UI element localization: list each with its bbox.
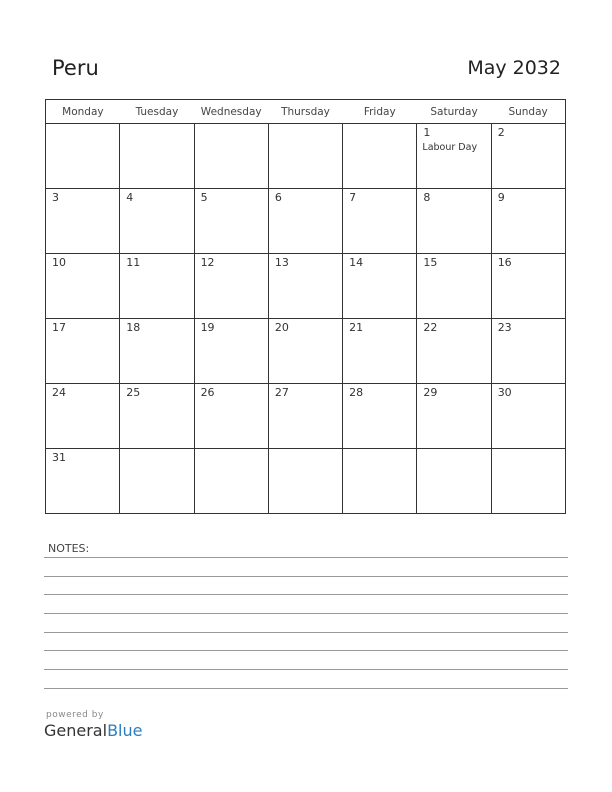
day-number: 27	[274, 386, 289, 399]
weekday-header: Monday	[46, 100, 120, 124]
day-number	[269, 124, 342, 126]
day-cell	[268, 124, 342, 189]
day-cell	[491, 384, 565, 449]
day-cell	[120, 124, 194, 189]
month-title: May 2032	[467, 57, 561, 79]
week-row	[46, 254, 566, 319]
day-number: 24	[52, 386, 66, 399]
day-number: 11	[126, 256, 141, 269]
day-cell	[343, 384, 417, 449]
day-number: 9	[497, 191, 505, 204]
day-cell	[417, 254, 491, 319]
note-line	[44, 613, 568, 614]
notes-label: NOTES:	[48, 542, 90, 555]
day-cell	[343, 189, 417, 254]
week-row	[46, 384, 566, 449]
day-cell	[417, 189, 491, 254]
day-number: 23	[497, 321, 512, 334]
week-row	[46, 319, 566, 384]
day-number	[269, 449, 342, 451]
day-cell	[268, 319, 342, 384]
country-title: Peru	[52, 56, 99, 80]
day-cell	[343, 449, 417, 514]
weekday-header-row	[46, 100, 566, 124]
day-number: 10	[52, 256, 66, 269]
day-number: 18	[126, 321, 141, 334]
day-cell	[417, 384, 491, 449]
note-line	[44, 632, 568, 633]
day-number: 20	[274, 321, 289, 334]
note-line	[44, 688, 568, 689]
day-number: 14	[349, 256, 364, 269]
day-cell	[120, 254, 194, 319]
day-number: 7	[349, 191, 357, 204]
note-line	[44, 650, 568, 651]
day-cell	[268, 254, 342, 319]
day-number	[343, 449, 416, 451]
day-cell	[491, 254, 565, 319]
day-number: 2	[497, 126, 505, 139]
day-cell	[46, 189, 120, 254]
day-number: 19	[200, 321, 215, 334]
day-cell	[343, 319, 417, 384]
weekday-header: Friday	[343, 100, 417, 124]
note-line	[44, 557, 568, 558]
day-number	[46, 124, 119, 126]
brand-logo[interactable]	[44, 721, 142, 740]
day-number: 4	[126, 191, 134, 204]
day-cell	[491, 189, 565, 254]
day-cell	[120, 319, 194, 384]
day-number: 15	[423, 256, 438, 269]
weekday-header: Thursday	[268, 100, 342, 124]
day-cell	[46, 254, 120, 319]
weekday-header: Wednesday	[194, 100, 268, 124]
holiday-label: Labour Day	[422, 142, 478, 153]
day-number: 29	[423, 386, 438, 399]
week-row	[46, 124, 566, 189]
day-cell	[120, 384, 194, 449]
day-cell	[268, 189, 342, 254]
weekday-header: Saturday	[417, 100, 491, 124]
day-cell	[46, 319, 120, 384]
day-number: 30	[497, 386, 512, 399]
day-number: 8	[423, 191, 431, 204]
note-line	[44, 576, 568, 577]
day-cell	[417, 319, 491, 384]
day-cell	[194, 254, 268, 319]
brand-logo-general: General	[44, 721, 108, 740]
calendar-grid	[45, 99, 566, 514]
day-cell	[268, 449, 342, 514]
day-cell	[120, 189, 194, 254]
day-number	[195, 449, 268, 451]
note-line	[44, 669, 568, 670]
weekday-header: Tuesday	[120, 100, 194, 124]
day-cell	[120, 449, 194, 514]
day-number	[120, 124, 193, 126]
day-cell	[491, 124, 565, 189]
day-number: 12	[200, 256, 215, 269]
day-number: 17	[52, 321, 66, 334]
day-number	[417, 449, 490, 451]
day-cell	[268, 384, 342, 449]
day-number	[492, 449, 565, 451]
brand-logo-blue: Blue	[107, 721, 143, 740]
day-cell	[491, 319, 565, 384]
day-number: 26	[200, 386, 215, 399]
day-number: 3	[52, 191, 59, 204]
day-cell	[194, 384, 268, 449]
day-number	[195, 124, 268, 126]
day-number	[120, 449, 193, 451]
day-cell	[417, 124, 491, 189]
day-number: 25	[126, 386, 141, 399]
day-number: 22	[423, 321, 438, 334]
day-cell	[194, 124, 268, 189]
day-cell	[46, 384, 120, 449]
day-number: 1	[423, 126, 431, 139]
day-cell	[343, 254, 417, 319]
week-row	[46, 449, 566, 514]
day-cell	[417, 449, 491, 514]
day-cell	[491, 449, 565, 514]
day-number: 6	[274, 191, 282, 204]
day-number: 13	[274, 256, 289, 269]
day-cell	[194, 189, 268, 254]
day-cell	[194, 319, 268, 384]
powered-by-text: powered by	[46, 710, 104, 720]
day-number: 16	[497, 256, 512, 269]
week-row	[46, 189, 566, 254]
day-cell	[194, 449, 268, 514]
day-cell	[46, 449, 120, 514]
note-line	[44, 594, 568, 595]
day-cell	[343, 124, 417, 189]
day-number: 31	[52, 451, 66, 464]
day-cell	[46, 124, 120, 189]
weekday-header: Sunday	[491, 100, 565, 124]
day-number: 21	[349, 321, 364, 334]
day-number	[343, 124, 416, 126]
day-number: 28	[349, 386, 364, 399]
day-number: 5	[200, 191, 208, 204]
